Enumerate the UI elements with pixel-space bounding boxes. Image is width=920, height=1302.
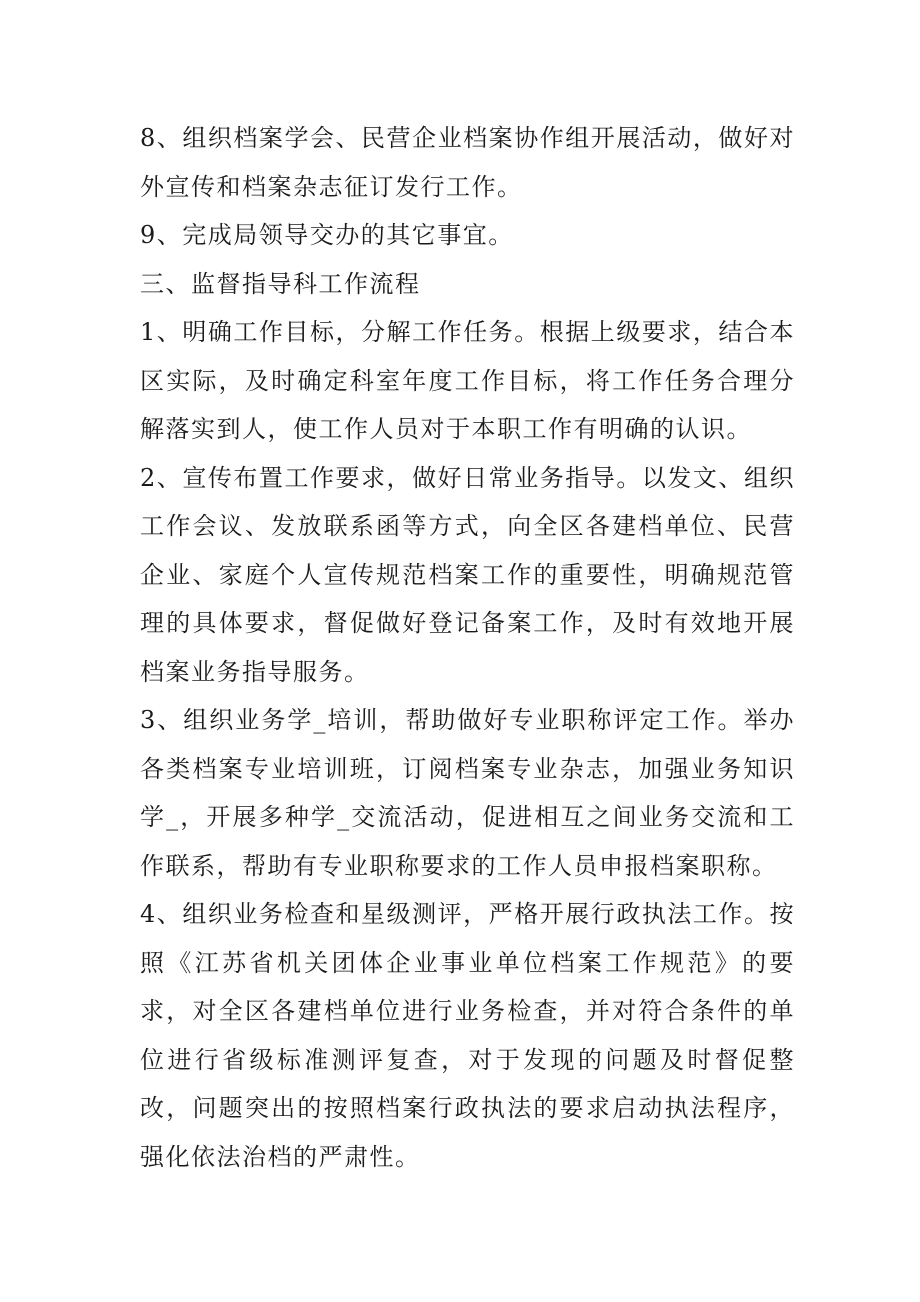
- paragraph-step-1: 1、明确工作目标，分解工作任务。根据上级要求，结合本区实际，及时确定科室年度工作目标，将工作任务合理分解落实到人，使工作人员对于本职工作有明确的认识。: [140, 318, 795, 443]
- section-heading: 三、监督指导科工作流程: [140, 269, 421, 298]
- paragraph-item-8: 8、组织档案学会、民营企业档案协作组开展活动，做好对外宣传和档案杂志征订发行工作。: [140, 124, 795, 201]
- document-body: [140, 114, 795, 1181]
- paragraph-step-4: 4、组织业务检查和星级测评，严格开展行政执法工作。按照《江苏省机关团体企业事业单位档案工作规范》的要求，对全区各建档单位进行业务检查，并对符合条件的单位进行省级标准测评复查，对于发现的问题及时督促整改，问题突出的按照档案行政执法的要求启动执法程序，强化依法治档的严肃性。: [140, 900, 795, 1171]
- paragraph-step-2: 2、宣传布置工作要求，做好日常业务指导。以发文、组织工作会议、发放联系函等方式，向全区各建档单位、民营企业、家庭个人宣传规范档案工作的重要性，明确规范管理的具体要求，督促做好登记备案工作，及时有效地开展档案业务指导服务。: [140, 463, 795, 686]
- paragraph-step-3: 3、组织业务学_培训，帮助做好专业职称评定工作。举办各类档案专业培训班，订阅档案专业杂志，加强业务知识学_，开展多种学_交流活动，促进相互之间业务交流和工作联系，帮助有专业职称要求的工作人员申报档案职称。: [140, 706, 795, 880]
- paragraph-item-9: 9、完成局领导交办的其它事宜。: [140, 221, 514, 249]
